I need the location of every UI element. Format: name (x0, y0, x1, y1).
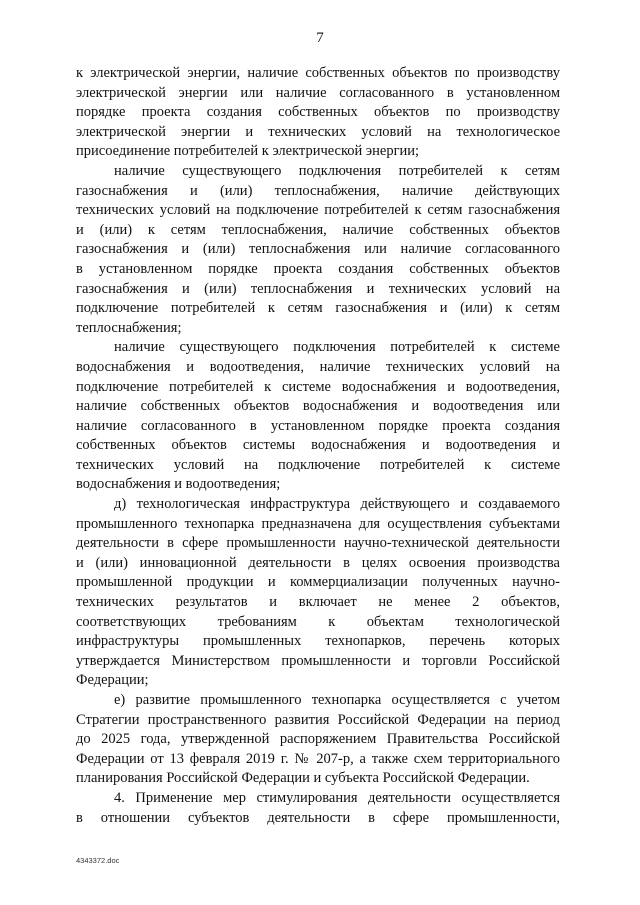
text-line: инфраструктуры промышленных технопарков, перечень которых (76, 633, 560, 650)
text-line: электрической энергии и технических условий на технологическое (76, 123, 560, 140)
text-line: утверждается Министерством промышленности и торговли Российской (76, 652, 560, 669)
page-number: 7 (316, 30, 324, 46)
text-line: до 2025 года, утвержденной распоряжением Правительства Российской (76, 731, 560, 748)
text-line: газоснабжения и (или) теплоснабжения и технических условий на (76, 280, 560, 297)
text-line: к электрической энергии, наличие собственных объектов по производству (76, 65, 560, 81)
text-line: в установленном порядке проекта создания собственных объектов (76, 260, 560, 277)
text-line: наличие существующего подключения потребителей к сетям (114, 162, 560, 179)
text-line: деятельности в сфере промышленности научно-технической деятельности (76, 535, 560, 552)
text-line: газоснабжения и (или) теплоснабжения, наличие действующих (76, 182, 560, 199)
text-line: Федерации от 13 февраля 2019 г. № 207-р, а также схем территориального (76, 750, 560, 767)
text-line: и (или) к сетям теплоснабжения, наличие собственных объектов (76, 221, 560, 238)
text-line: в отношении субъектов деятельности в сфере промышленности, (76, 809, 560, 826)
text-line: порядке проекта создания собственных объектов по производству (76, 104, 560, 121)
text-line: Федерации; (76, 672, 149, 689)
document-file-id: 4343372.doc (76, 856, 120, 865)
text-line: технических условий на подключение потребителей к сетям газоснабжения (76, 202, 560, 219)
text-line: наличие согласованного в установленном порядке проекта создания (76, 417, 560, 434)
text-line: подключение потребителей к сетям газоснабжения и (или) к сетям (76, 300, 560, 317)
text-line: водоснабжения и водоотведения, наличие технических условий на (76, 358, 560, 375)
text-line: промышленной продукции и коммерциализации полученных научно- (76, 574, 560, 591)
text-line: промышленного технопарка предназначена для осуществления субъектами (76, 515, 560, 532)
text-line: подключение потребителей к системе водоснабжения и водоотведения, (76, 378, 560, 395)
text-line: и (или) инновационной деятельности в целях освоения производства (76, 554, 560, 571)
text-line: 4. Применение мер стимулирования деятельности осуществляется (114, 789, 560, 806)
text-line: соответствующих требованиям к объектам технологической (76, 613, 560, 630)
text-line: д) технологическая инфраструктура действующего и создаваемого (114, 496, 560, 513)
text-line: технических результатов и включает не менее 2 объектов, (76, 594, 560, 611)
text-line: Стратегии пространственного развития Российской Федерации на период (76, 711, 560, 728)
text-line: газоснабжения и (или) теплоснабжения или наличие согласованного (76, 241, 560, 258)
text-line: присоединение потребителей к электрической энергии; (76, 143, 420, 160)
text-line: собственных объектов системы водоснабжения и водоотведения и (76, 437, 560, 454)
document-body (76, 64, 560, 828)
text-line: электрической энергии или наличие согласованного в установленном (76, 84, 560, 101)
text-line: наличие собственных объектов водоснабжения и водоотведения или (76, 398, 560, 415)
text-line: е) развитие промышленного технопарка осуществляется с учетом (114, 692, 560, 708)
text-line: водоснабжения и водоотведения; (76, 476, 281, 493)
text-line: наличие существующего подключения потребителей к системе (114, 339, 560, 356)
text-line: планирования Российской Федерации и субъекта Российской Федерации. (76, 770, 530, 787)
text-line: технических условий на подключение потребителей к системе (76, 456, 560, 473)
text-line: теплоснабжения; (76, 319, 182, 336)
